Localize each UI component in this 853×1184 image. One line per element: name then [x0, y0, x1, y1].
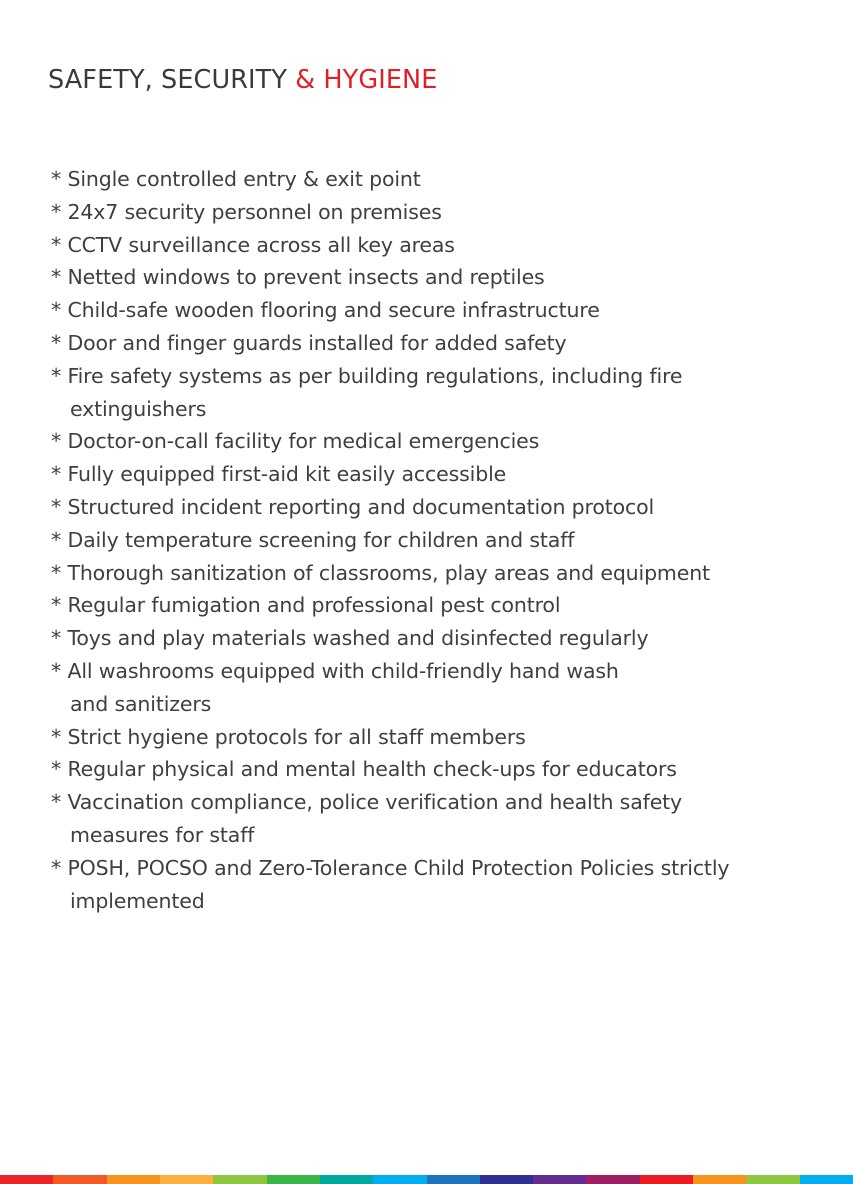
list-item	[51, 294, 811, 327]
list-item-text: * Regular physical and mental health check-ups for educators	[51, 757, 677, 782]
color-strip-segment	[53, 1175, 106, 1184]
list-item	[51, 327, 811, 360]
page-title	[48, 63, 437, 97]
color-strip-segment	[800, 1175, 853, 1184]
list-item-continuation: and sanitizers	[70, 691, 212, 716]
color-strip-segment	[746, 1175, 799, 1184]
list-item	[51, 360, 811, 426]
color-strip-segment	[373, 1175, 426, 1184]
decorative-color-strip	[0, 1175, 853, 1184]
list-item-continuation: implemented	[70, 888, 205, 913]
color-strip-segment	[320, 1175, 373, 1184]
list-item	[51, 229, 811, 262]
list-item	[51, 589, 811, 622]
list-item	[51, 557, 811, 590]
list-item-text: * Child-safe wooden flooring and secure infrastructure	[51, 298, 600, 323]
color-strip-segment	[586, 1175, 639, 1184]
list-item-text: * 24x7 security personnel on premises	[51, 199, 442, 224]
list-item-text: * Thorough sanitization of classrooms, play areas and equipment	[51, 560, 710, 585]
list-item-text: * Netted windows to prevent insects and reptiles	[51, 265, 545, 290]
list-item	[51, 753, 811, 786]
list-item-text: * Daily temperature screening for children and staff	[51, 527, 575, 552]
list-item	[51, 425, 811, 458]
list-item	[51, 655, 811, 721]
color-strip-segment	[160, 1175, 213, 1184]
color-strip-segment	[533, 1175, 586, 1184]
list-item-text: * CCTV surveillance across all key areas	[51, 232, 455, 257]
list-item-text: * Single controlled entry & exit point	[51, 167, 421, 191]
list-item-text: * Toys and play materials washed and disinfected regularly	[51, 626, 649, 651]
color-strip-segment	[107, 1175, 160, 1184]
list-item	[51, 721, 811, 754]
list-item	[51, 196, 811, 229]
list-item-text: * Door and finger guards installed for added safety	[51, 330, 567, 355]
color-strip-segment	[693, 1175, 746, 1184]
list-item	[51, 458, 811, 491]
color-strip-segment	[213, 1175, 266, 1184]
color-strip-segment	[267, 1175, 320, 1184]
list-item-text: * Fully equipped first-aid kit easily accessible	[51, 462, 507, 487]
color-strip-segment	[0, 1175, 53, 1184]
list-item-text: * Doctor-on-call facility for medical emergencies	[51, 429, 540, 454]
page-title-main: SAFETY, SECURITY	[48, 65, 296, 95]
list-item	[51, 524, 811, 557]
list-item-text: * Fire safety systems as per building regulations, including fire	[51, 363, 683, 388]
safety-measures-list	[51, 163, 811, 917]
list-item-text: * POSH, POCSO and Zero-Tolerance Child Protection Policies strictly	[51, 855, 730, 880]
list-item-continuation: measures for staff	[70, 822, 255, 847]
list-item-text: * Vaccination compliance, police verification and health safety	[51, 790, 683, 815]
list-item-text: * Strict hygiene protocols for all staff members	[51, 724, 526, 749]
list-item-text: * All washrooms equipped with child-friendly hand wash	[51, 658, 619, 683]
color-strip-segment	[480, 1175, 533, 1184]
list-item	[51, 163, 811, 196]
list-item	[51, 261, 811, 294]
color-strip-segment	[427, 1175, 480, 1184]
page-title-accent: & HYGIENE	[295, 65, 438, 95]
list-item	[51, 622, 811, 655]
color-strip-segment	[640, 1175, 693, 1184]
list-item	[51, 491, 811, 524]
list-item-text: * Regular fumigation and professional pest control	[51, 593, 561, 618]
list-item	[51, 852, 811, 918]
list-item-continuation: extinguishers	[70, 396, 207, 421]
list-item	[51, 786, 811, 852]
list-item-text: * Structured incident reporting and documentation protocol	[51, 494, 655, 519]
